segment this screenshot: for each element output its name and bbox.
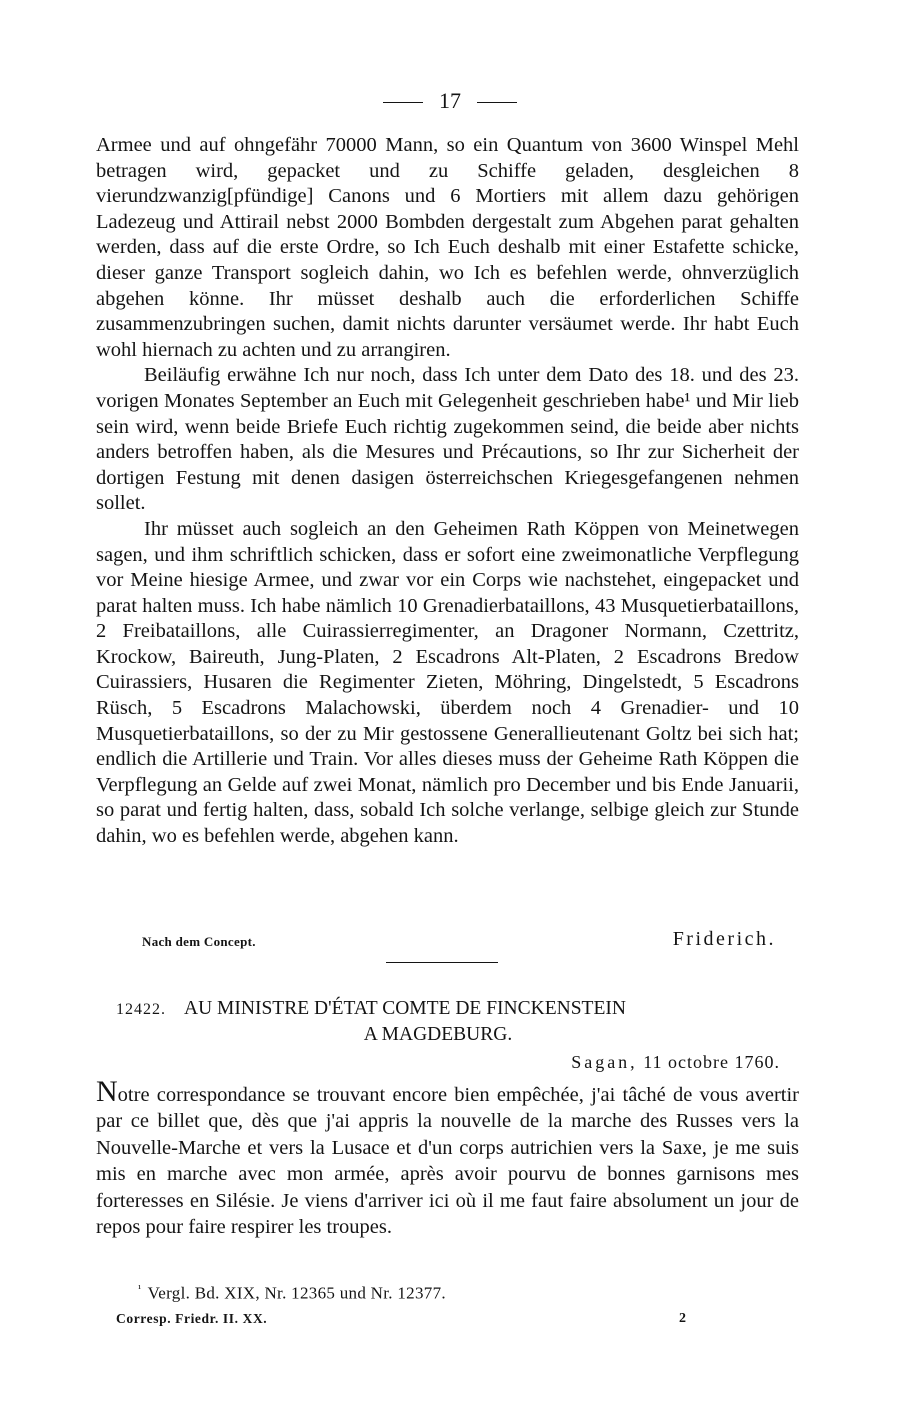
signature-mark: 2 <box>679 1311 686 1326</box>
collection-title: Corresp. Friedr. II. XX. <box>116 1311 268 1326</box>
footnote <box>138 1283 446 1304</box>
drop-capital: N <box>96 1075 118 1108</box>
place-date <box>571 1052 780 1073</box>
header-dash-right <box>477 102 517 103</box>
page-header <box>0 88 900 114</box>
page-footer <box>116 1311 686 1333</box>
footnote-marker: ¹ <box>138 1283 142 1295</box>
letter-date: 11 octobre 1760. <box>643 1052 780 1072</box>
letter-title-line-1: AU MINISTRE D'ÉTAT COMTE DE FINCKENSTEIN <box>184 998 626 1019</box>
closing-line <box>96 928 776 954</box>
letter-body: otre correspondance se trouvant encore bien empêchée, j'ai tâché de vous avertir par ce billet que, dès que j'ai appris la nouvelle de la marche des Russes vers la Nouvelle-Marche et vers la Lusace et d'un corps autrichien vers la Saxe, je me suis mis en marche avec mon armée, après avoir pourvu de bonnes garnisons mes forteresses en Silésie. Je viens d'arriver ici où il me faut faire absolument un jour de repos pour faire respirer les troupes. <box>96 1084 799 1239</box>
page-number: 17 <box>439 88 461 113</box>
paragraph-3: Ihr müsset auch sogleich an den Geheimen Rath Köppen von Meinetwegen sagen, und ihm schriftlich schicken, dass er sofort eine zweimonatliche Verpflegung vor Meine hiesige Armee, und zwar vor ein Corps wie nachstehet, eingepacket und parat halten muss. Ich habe nämlich 10 Grenadierbataillons, 43 Musquetierbataillons, 2 Freibataillons, alle Cuirassierregimenter, an Dragoner Normann, Czettritz, Krockow, Baireuth, Jung-Platen, 2 Escadrons Alt-Platen, 2 Escadrons Bredow Cuirassiers, Husaren die Regimenter Zieten, Möhring, Dingelstedt, 5 Escadrons Rüsch, 5 Escadrons Malachowski, überdem noch 4 Grenadier- und 10 Musquetierbataillons, so der zu Mir gestossene Generallieutenant Goltz bei sich hat; endlich die Artillerie und Train. Vor alles dieses muss der Geheime Rath Köppen die Verpflegung an Gelde auf zwei Monat, nämlich pro December und bis Ende Januarii, so parat und fertig halten, dass, sobald Ich solche verlange, selbige gleich zur Stunde dahin, wo es befehlen werde, abgehen kann. <box>96 517 799 848</box>
letter-heading <box>116 996 796 1047</box>
source-note: Nach dem Concept. <box>142 934 256 949</box>
main-text <box>96 133 799 850</box>
paragraph-2: Beiläufig erwähne Ich nur noch, dass Ich unter dem Dato des 18. und des 23. vorigen Monates September an Euch mit Gelegenheit geschrieben habe¹ und Mir lieb sein wird, wenn beide Briefe Euch richtig zugekommen seind, die beide aber nichts anders betroffen haben, als die Mesures und Précautions, so Ihr zur Sicherheit der dortigen Festung mit denen dasigen österreichschen Kriegesgefangenen nehmen sollet. <box>96 364 799 515</box>
letter-place: Sagan, <box>571 1052 638 1072</box>
header-dash-left <box>383 102 423 103</box>
signature: Friderich. <box>672 928 776 950</box>
paragraph-1: Armee und auf ohngefähr 70000 Mann, so ein Quantum von 3600 Winspel Mehl betragen wird, gepacket und zu Schiffe geladen, desgleichen 8 vierundzwanzig[pfündige] Canons und 6 Mortiers mit allem dazu gehörigen Ladezeug und Attirail nebst 2000 Bombden dergestalt zum Abgehen parat gehalten werden, dass auf die erste Ordre, so Ich Euch deshalb mit einer Estafette schicke, dieser ganze Transport sogleich dahin, wo Ich es befehlen werde, ohnverzüglich abgehen könne. Ihr müsset deshalb auch die erforderlichen Schiffe zusammenzubringen suchen, damit nichts darunter versäumet werde. Ihr habt Euch wohl hiernach zu achten und zu arrangiren. <box>96 134 799 361</box>
section-divider <box>386 962 498 963</box>
letter-title-line-2: A MAGDEBURG. <box>363 1024 513 1045</box>
letter-paragraph <box>96 1075 799 1240</box>
letter-text <box>96 1075 799 1240</box>
footnote-text: Vergl. Bd. XIX, Nr. 12365 und Nr. 12377. <box>147 1283 446 1303</box>
letter-number: 12422. <box>116 1001 166 1018</box>
